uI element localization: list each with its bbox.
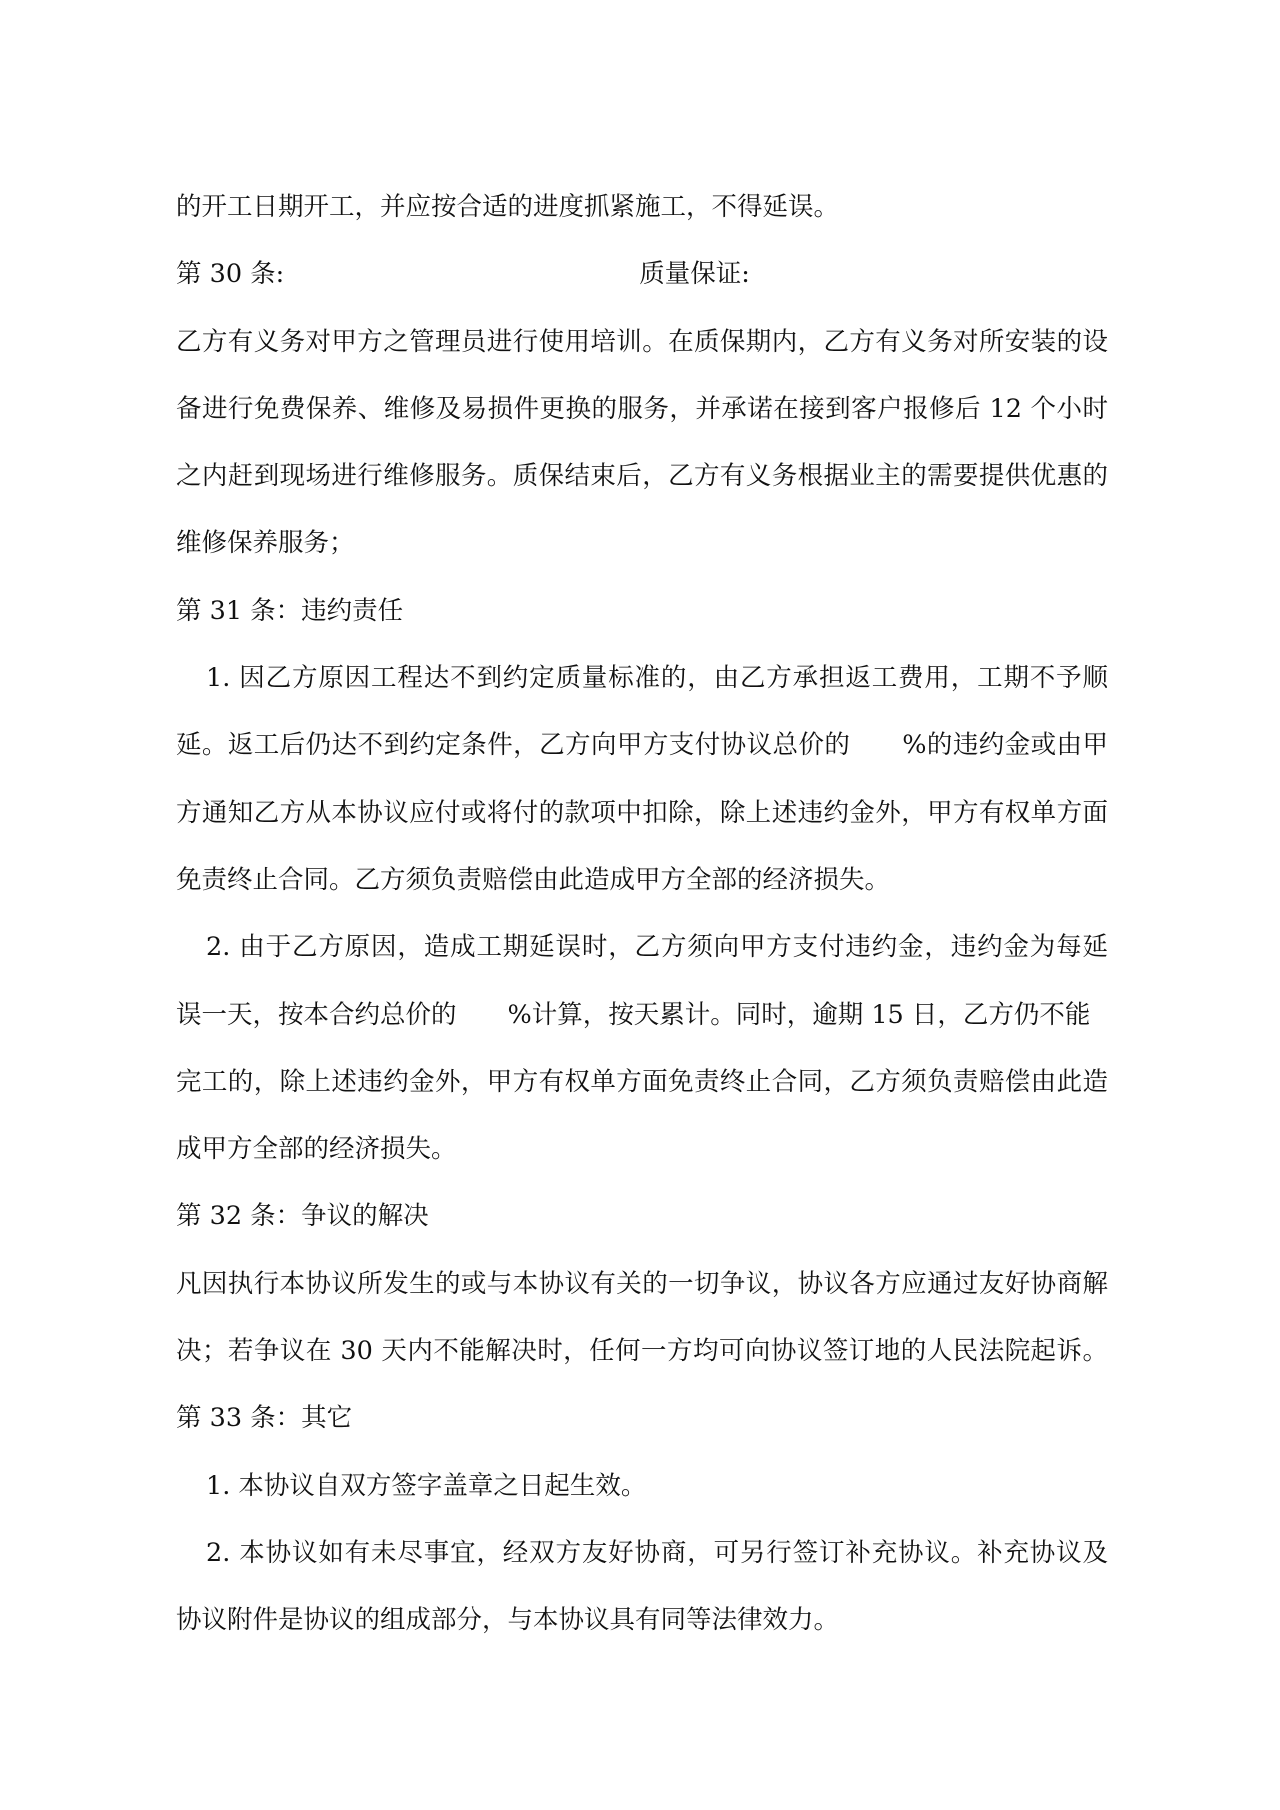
text-line: 免责终止合同。乙方须负责赔偿由此造成甲方全部的经济损失。	[176, 864, 891, 895]
text-line: 误一天，按本合约总价的 %计算，按天累计。同时，逾期 15 日，乙方仍不能	[176, 999, 1091, 1030]
text-line: 决；若争议在 30 天内不能解决时，任何一方均可向协议签订地的人民法院起诉。	[176, 1336, 1108, 1367]
article-title: 质量保证:	[639, 259, 750, 290]
text-line: 备进行免费保养、维修及易损件更换的服务，并承诺在接到客户报修后 12 个小时	[176, 393, 1108, 424]
article-30-heading	[176, 252, 1108, 319]
text-line: 协议附件是协议的组成部分，与本协议具有同等法律效力。	[176, 1605, 840, 1636]
list-item-line: 1. 本协议自双方签字盖章之日起生效。	[206, 1470, 647, 1501]
text-line: 完工的，除上述违约金外，甲方有权单方面免责终止合同，乙方须负责赔偿由此造	[176, 1066, 1108, 1097]
article-number: 第 30 条:	[176, 259, 285, 290]
text-line: 乙方有义务对甲方之管理员进行使用培训。在质保期内，乙方有义务对所安装的设	[176, 326, 1108, 357]
document-page	[176, 185, 1108, 1666]
list-item-line: 1. 因乙方原因工程达不到约定质量标准的，由乙方承担返工费用，工期不予顺	[206, 663, 1108, 694]
text-line: 延。返工后仍达不到约定条件，乙方向甲方支付协议总价的 %的违约金或由甲	[176, 730, 1108, 761]
article-31-heading: 第 31 条：违约责任	[176, 595, 404, 626]
list-item-line: 2. 由于乙方原因，造成工期延误时，乙方须向甲方支付违约金，违约金为每延	[206, 932, 1108, 963]
text-line: 方通知乙方从本协议应付或将付的款项中扣除，除上述违约金外，甲方有权单方面	[176, 797, 1108, 828]
text-line: 的开工日期开工，并应按合适的进度抓紧施工，不得延误。	[176, 192, 840, 222]
text-line: 维修保养服务；	[176, 528, 355, 559]
list-item-line: 2. 本协议如有未尽事宜，经双方友好协商，可另行签订补充协议。补充协议及	[206, 1537, 1108, 1568]
text-line: 之内赶到现场进行维修服务。质保结束后，乙方有义务根据业主的需要提供优惠的	[176, 461, 1108, 492]
text-line: 凡因执行本协议所发生的或与本协议有关的一切争议，协议各方应通过友好协商解	[176, 1268, 1108, 1299]
article-32-heading: 第 32 条：争议的解决	[176, 1201, 429, 1232]
article-33-heading: 第 33 条：其它	[176, 1403, 353, 1434]
text-line: 成甲方全部的经济损失。	[176, 1134, 457, 1165]
